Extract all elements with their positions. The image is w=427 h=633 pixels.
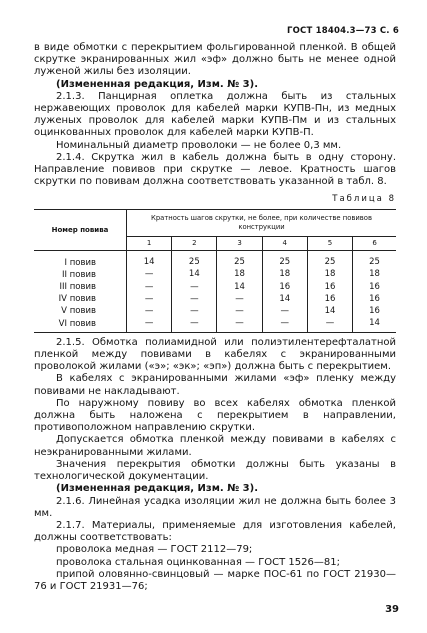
table-row — [34, 305, 396, 317]
table-cell: — — [144, 293, 154, 304]
table-cell: — — [262, 305, 307, 317]
table-cell: — — [307, 318, 352, 333]
row-header: Номер повива — [34, 209, 127, 250]
paragraph: Номинальный диаметр проволоки — не более 0,3 мм. — [56, 139, 342, 151]
page-header: ГОСТ 18404.3—73 С. 6 — [287, 26, 399, 36]
paragraph: По наружному повиву во всех кабелях обмотка пленкой должна быть наложена с перекрытием в направлении, противоположном направлению скрутки. — [34, 397, 396, 434]
page-number: 39 — [385, 604, 399, 615]
group-header: Кратность шагов скрутки, не более, при количестве повивов конструкции — [127, 209, 397, 236]
paragraph: 2.1.7. Материалы, применяемые для изготовления кабелей, должны соответствовать: — [34, 519, 396, 544]
table-cell: — — [217, 293, 262, 305]
table-cell: — — [217, 318, 262, 333]
table-cell: 14 — [307, 305, 352, 317]
table-cell: 25 — [307, 250, 352, 269]
table-cell: 18 — [262, 269, 307, 281]
paragraph: 2.1.5. Обмотка полиамидной или полиэтилентерефталатной пленкой между повивами в кабелях с экранированными проволокой жилами («э»; «эк»; «эп») должна быть с перекрытием. — [34, 336, 396, 373]
table-cell: 25 — [172, 250, 217, 269]
table-cell: — — [172, 293, 217, 305]
column-header: 6 — [353, 236, 396, 250]
table-cell: 18 — [217, 269, 262, 281]
table-cell: — — [144, 306, 154, 317]
table-row — [34, 293, 396, 305]
paragraph: проволока стальная оцинкованная — ГОСТ 1526—81; — [56, 556, 340, 568]
paragraph: В кабелях с экранированными жилами «эф» пленку между повивами не накладывают. — [34, 373, 396, 397]
table-cell: 25 — [217, 250, 262, 269]
body-text — [34, 42, 396, 593]
row-name: II повив — [34, 269, 127, 281]
table-cell: 14 — [262, 293, 307, 305]
row-name: IV повив — [34, 293, 127, 305]
paragraph: 2.1.3. Панцирная оплетка должна быть из стальных нержавеющих проволок для кабелей марки КУПВ-Пн, из медных луженых проволок для кабелей марки КУПВ-Пм и из стальных оцинкованных проволок для кабелей марки КУПВ-П. — [34, 90, 396, 139]
paragraph: (Измененная редакция, Изм. № 3). — [56, 78, 259, 90]
top-paragraphs — [34, 42, 396, 188]
row-name: III повив — [34, 281, 127, 293]
row-name: I повив — [34, 250, 127, 269]
paragraph: Допускается обмотка пленкой между повивами в кабелях с неэкранированными жилами. — [34, 434, 396, 458]
column-header: 5 — [307, 236, 352, 250]
table-cell: — — [172, 318, 217, 333]
table-cell: — — [144, 281, 154, 292]
table-8 — [34, 209, 396, 333]
paragraph: проволока медная — ГОСТ 2112—79; — [56, 544, 253, 556]
column-header: 3 — [217, 236, 262, 250]
table-row — [34, 318, 396, 333]
table-cell: 16 — [353, 305, 396, 317]
table-row — [34, 281, 396, 293]
table-cell: — — [144, 269, 154, 280]
paragraph: 2.1.4. Скрутка жил в кабель должна быть в одну сторону. Направление повивов при скрутке — левое. Кратность шагов скрутки по повивам должна соответствовать указанной в табл. 8. — [34, 151, 396, 188]
table-row — [34, 269, 396, 281]
table-cell: 25 — [353, 250, 396, 269]
bottom-paragraphs — [34, 337, 396, 593]
table-cell: 25 — [262, 250, 307, 269]
paragraph: в виде обмотки с перекрытием фольгированной пленкой. В общей скрутке экранированных жил «эф» должно быть не менее одной луженой жилы без изоляции. — [34, 42, 396, 78]
table-cell: 14 — [217, 281, 262, 293]
table-cell: 18 — [307, 269, 352, 281]
paragraph: припой оловянно-свинцовый — марке ПОС-61 по ГОСТ 21930—76 и ГОСТ 21931—76; — [34, 568, 396, 592]
table-cell: 14 — [353, 318, 396, 333]
table-cell: 16 — [307, 293, 352, 305]
column-header: 1 — [127, 236, 172, 250]
table-caption: Таблица 8 — [332, 194, 396, 205]
table-row — [34, 250, 396, 269]
table-cell: 18 — [353, 269, 396, 281]
table-cell: 16 — [353, 293, 396, 305]
table-cell: 14 — [172, 269, 217, 281]
column-header: 4 — [262, 236, 307, 250]
table-cell: — — [217, 305, 262, 317]
paragraph: (Измененная редакция, Изм. № 3). — [56, 483, 259, 495]
table-cell: — — [172, 281, 217, 293]
table-cell: 16 — [262, 281, 307, 293]
table-cell: 16 — [307, 281, 352, 293]
row-name: VI повив — [34, 318, 127, 333]
paragraph: Значения перекрытия обмотки должны быть указаны в технологической документации. — [34, 458, 396, 483]
table-cell: 14 — [143, 257, 155, 268]
column-header: 2 — [172, 236, 217, 250]
row-name: V повив — [34, 305, 127, 317]
table-cell: — — [127, 318, 172, 333]
table-cell: 16 — [353, 281, 396, 293]
table-cell: — — [262, 318, 307, 333]
table-cell: — — [172, 305, 217, 317]
paragraph: 2.1.6. Линейная усадка изоляции жил не должна быть более 3 мм. — [34, 495, 396, 519]
